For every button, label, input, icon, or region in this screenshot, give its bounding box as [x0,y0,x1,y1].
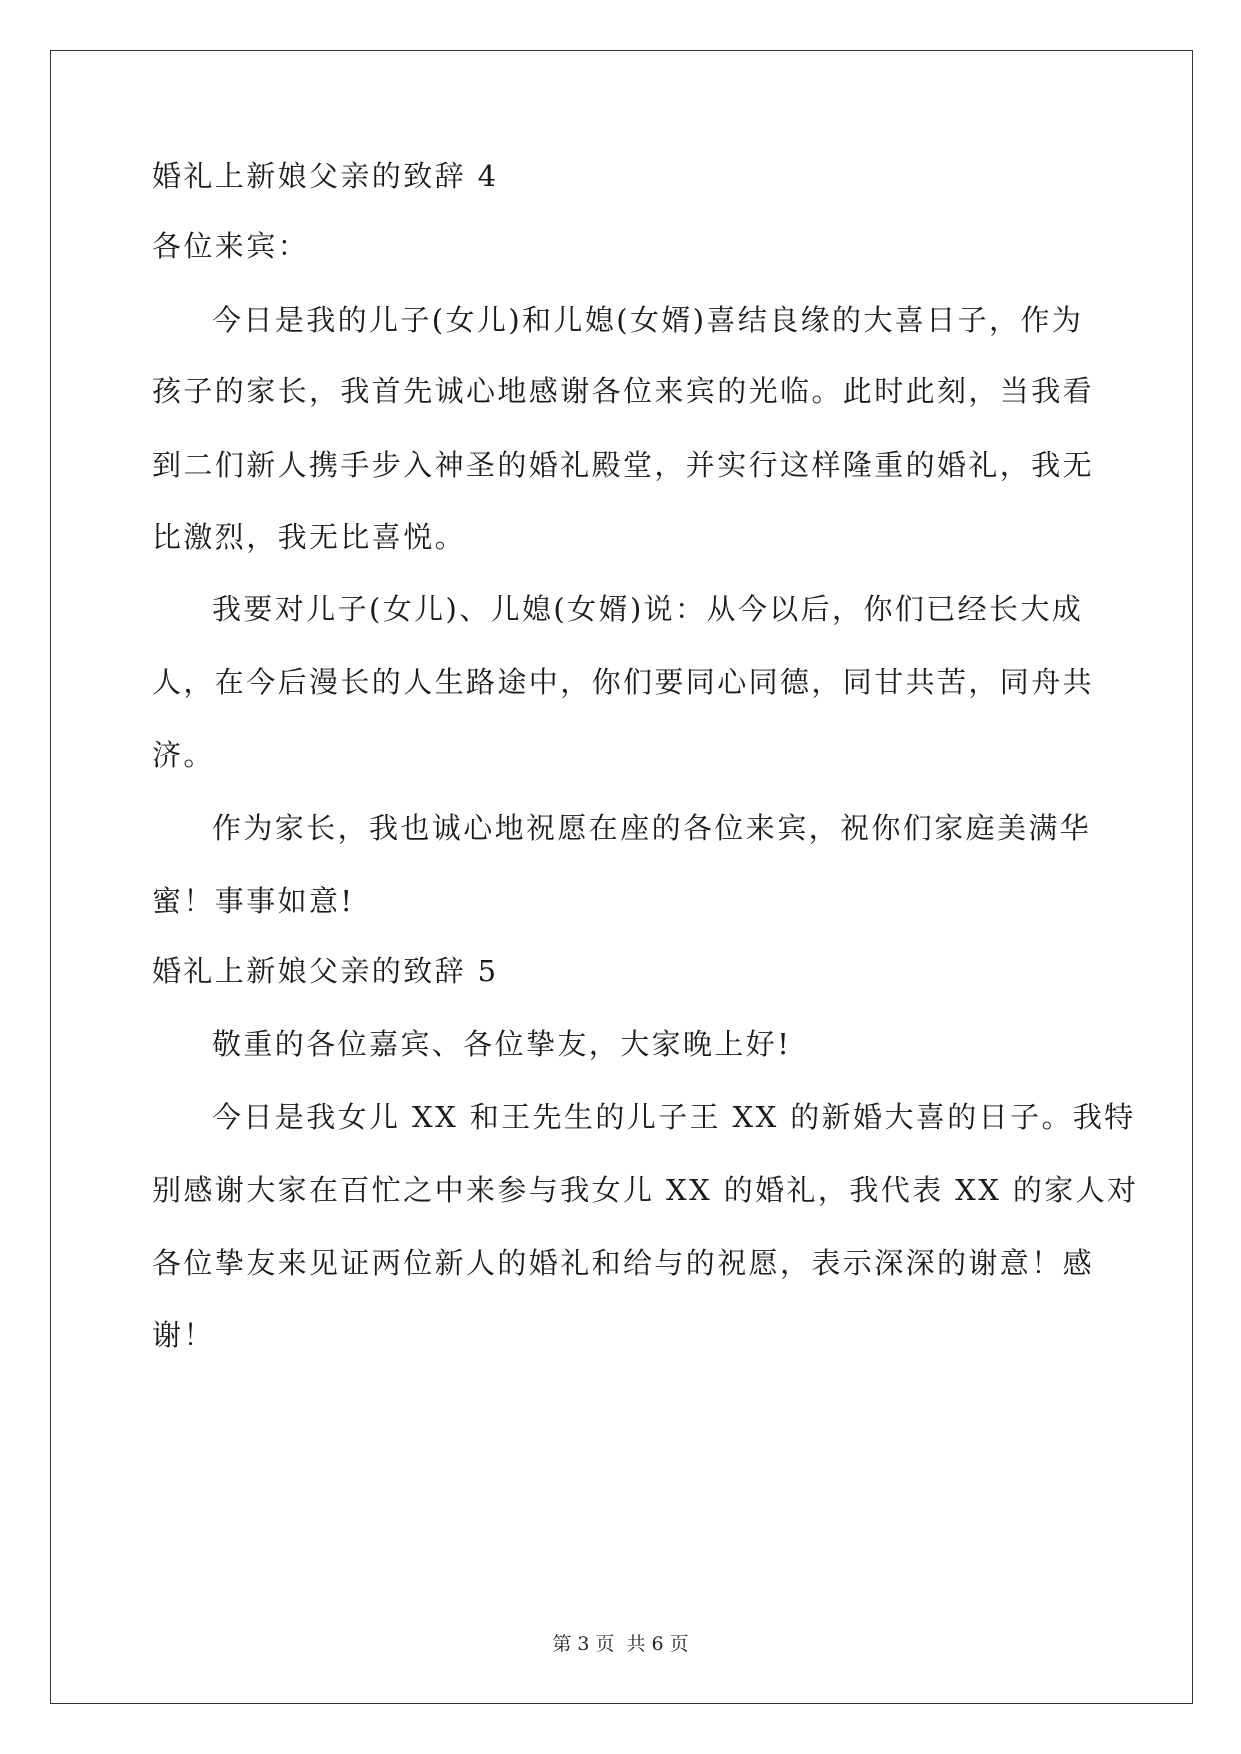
paragraph-line: 今日是我女儿 XX 和王先生的儿子王 XX 的新婚大喜的日子。我特 [212,1100,1136,1134]
section-heading-4: 婚礼上新娘父亲的致辞 4 [152,159,499,193]
paragraph-line: 人，在今后漫长的人生路途中，你们要同心同德，同甘共苦，同舟共 [152,665,1095,699]
paragraph-line: 到二们新人携手步入神圣的婚礼殿堂，并实行这样隆重的婚礼，我无 [152,448,1095,482]
paragraph-line: 济。 [152,738,215,772]
paragraph-line: 作为家长，我也诚心地祝愿在座的各位来宾，祝你们家庭美满华 [212,811,1092,845]
greeting-line: 敬重的各位嘉宾、各位挚友，大家晚上好! [212,1027,792,1061]
page-footer [0,1632,1241,1656]
paragraph-line: 今日是我的儿子(女儿)和儿媳(女婿)喜结良缘的大喜日子，作为 [212,303,1084,337]
page-frame [50,50,1193,1704]
section-heading-5: 婚礼上新娘父亲的致辞 5 [152,954,499,988]
page-number: 第 3 页 [552,1633,615,1655]
paragraph-line: 各位挚友来见证两位新人的婚礼和给与的祝愿，表示深深的谢意！感 [152,1246,1095,1280]
paragraph-line: 孩子的家长，我首先诚心地感谢各位来宾的光临。此时此刻，当我看 [152,374,1095,408]
paragraph-line: 蜜！事事如意! [152,884,355,918]
paragraph-line: 我要对儿子(女儿)、儿媳(女婿)说：从今以后，你们已经长大成 [212,592,1084,626]
paragraph-line: 比激烈，我无比喜悦。 [152,520,467,554]
page-total: 共 6 页 [626,1633,689,1655]
salutation: 各位来宾： [152,229,310,263]
paragraph-line: 别感谢大家在百忙之中来参与我女儿 XX 的婚礼，我代表 XX 的家人对 [152,1173,1139,1207]
paragraph-line: 谢！ [152,1318,215,1352]
